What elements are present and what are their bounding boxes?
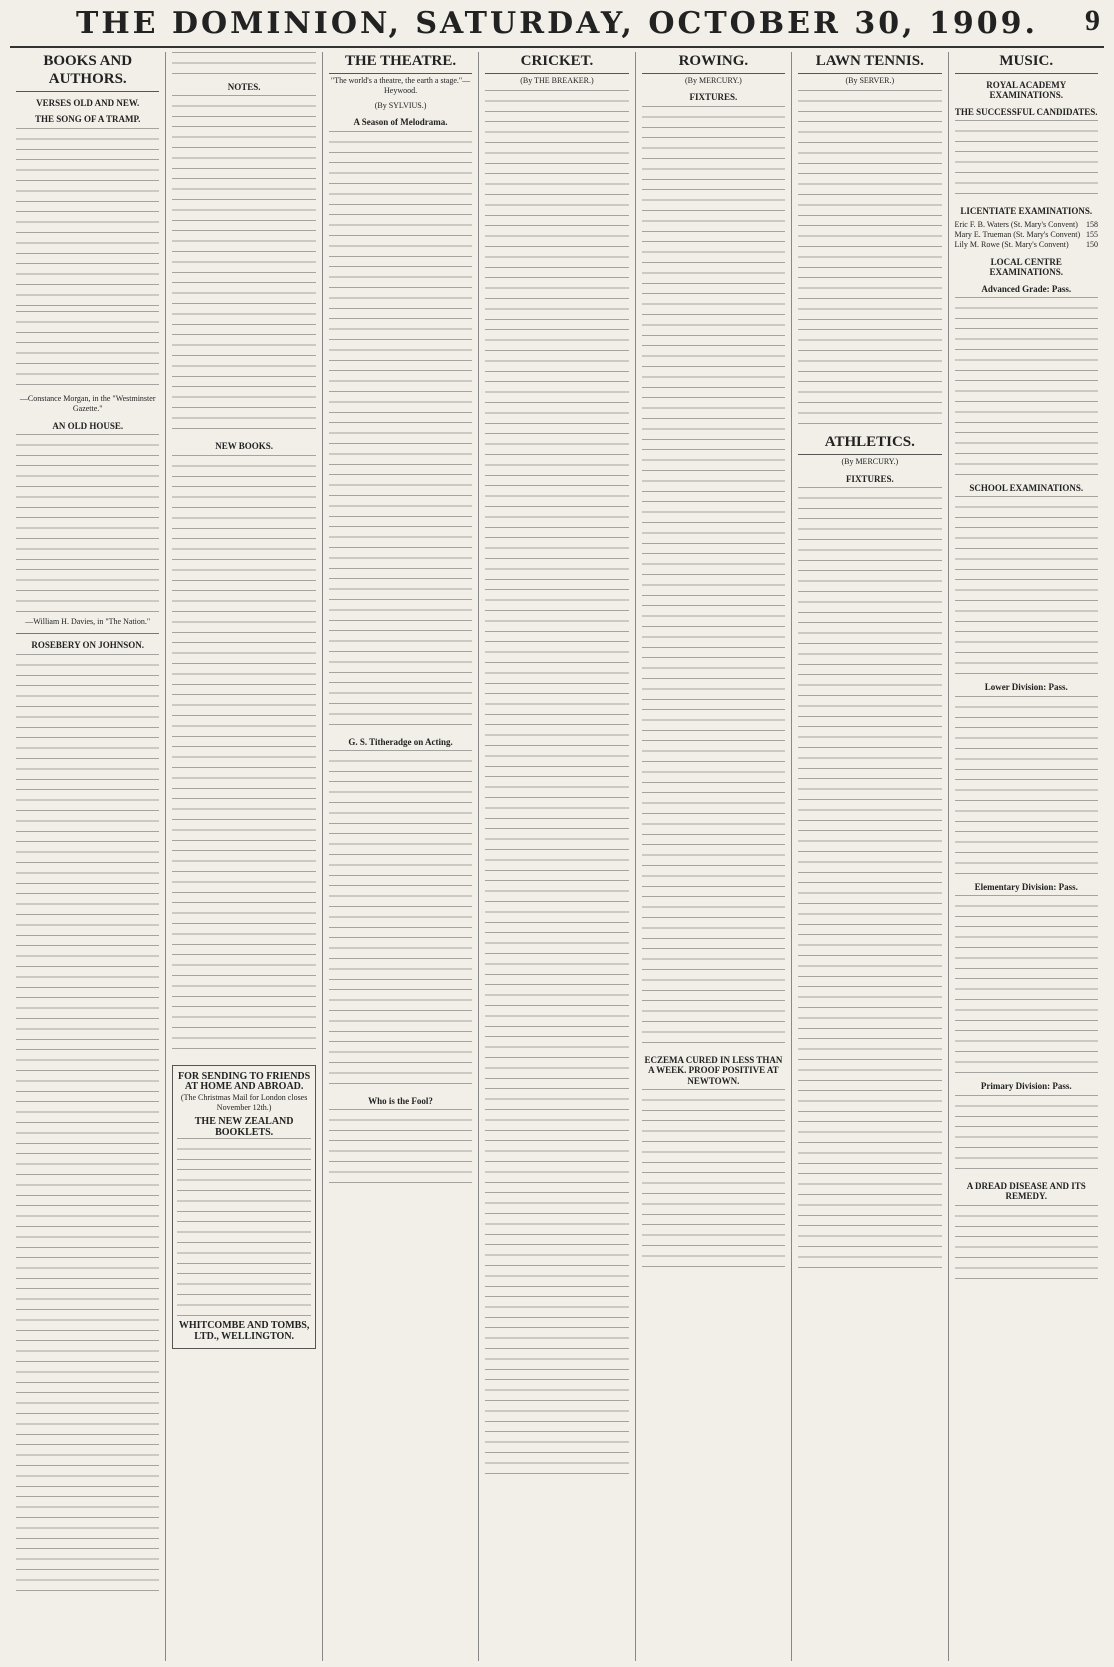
disease-heading: A DREAD DISEASE AND ITS REMEDY. xyxy=(966,1180,1086,1202)
music-sub2: THE SUCCESSFUL CANDIDATES. xyxy=(954,106,1098,117)
rowing-fixtures: FIXTURES. xyxy=(689,92,738,103)
poem2-title: AN OLD HOUSE. xyxy=(52,420,124,431)
rosebery-text xyxy=(16,654,159,1254)
advanced-list xyxy=(955,297,1098,477)
booklets-list xyxy=(177,1138,310,1318)
cricket-text-c xyxy=(485,1296,628,1476)
athletics-fixtures: FIXTURES. xyxy=(845,473,894,484)
rowing-text-b xyxy=(642,709,785,1049)
list-item xyxy=(955,230,1098,240)
christmas-mail-box xyxy=(172,1065,315,1349)
school-list xyxy=(955,496,1098,676)
new-books-heading: NEW BOOKS. xyxy=(215,441,274,452)
lower-list xyxy=(955,696,1098,876)
column-rowing xyxy=(636,52,792,1661)
poem1-text xyxy=(16,128,159,308)
lic-marks: 155 xyxy=(1085,230,1098,240)
theatre-sub2: G. S. Titheradge on Acting. xyxy=(348,736,453,747)
athletics-text xyxy=(798,487,941,1087)
poem2-text xyxy=(16,434,159,614)
lic-name: Mary E. Trueman (St. Mary's Convent) xyxy=(954,230,1081,240)
theatre-quote: "The world's a theatre, the earth a stage."—Heywood. xyxy=(330,76,471,96)
theatre-sub3: Who is the Fool? xyxy=(368,1096,433,1107)
notes-text xyxy=(172,95,315,435)
send-heading: FOR SENDING TO FRIENDS AT HOME AND ABROAD. xyxy=(178,1070,311,1093)
columns xyxy=(10,52,1104,1661)
rowing-heading: ROWING. xyxy=(642,52,785,74)
eczema-text xyxy=(642,1089,785,1269)
poem1-credit: —Constance Morgan, in the "Westminster Gazette." xyxy=(19,393,156,414)
tennis-heading: LAWN TENNIS. xyxy=(798,52,941,74)
disease-text xyxy=(955,1205,1098,1285)
column-cricket xyxy=(479,52,635,1661)
eczema-heading: ECZEMA CURED IN LESS THAN A WEEK. PROOF POSITIVE AT NEWTOWN. xyxy=(644,1054,783,1086)
elementary-list xyxy=(955,895,1098,1075)
theatre-heading: THE THEATRE. xyxy=(329,52,472,74)
lic-name: Eric F. B. Waters (St. Mary's Convent) xyxy=(954,219,1078,229)
theatre-text-c xyxy=(329,1109,472,1189)
publisher-footer: WHITCOMBE AND TOMBS, LTD., WELLINGTON. xyxy=(178,1320,310,1342)
lic-name: Lily M. Rowe (St. Mary's Convent) xyxy=(954,240,1069,250)
primary-heading: Primary Division: Pass. xyxy=(980,1081,1072,1092)
elementary-heading: Elementary Division: Pass. xyxy=(974,881,1078,892)
rosebery-heading: ROSEBERY ON JOHNSON. xyxy=(31,640,145,651)
masthead-title: THE DOMINION, SATURDAY, OCTOBER 30, 1909. xyxy=(76,5,1038,41)
column-tennis xyxy=(792,52,948,1661)
cricket-text xyxy=(485,90,628,690)
primary-list xyxy=(955,1095,1098,1175)
theatre-text xyxy=(329,131,472,731)
masthead xyxy=(10,0,1104,48)
list-item xyxy=(955,220,1098,230)
new-books-text xyxy=(172,455,315,1055)
school-heading: SCHOOL EXAMINATIONS. xyxy=(969,483,1084,494)
notes-heading: NOTES. xyxy=(227,82,261,92)
lic-marks: 150 xyxy=(1085,240,1098,250)
advanced-heading: Advanced Grade: Pass. xyxy=(981,283,1072,294)
page-number: 9 xyxy=(1085,4,1100,37)
poem1-text-b xyxy=(16,311,159,391)
divider xyxy=(16,633,159,634)
tennis-text xyxy=(798,90,941,430)
theatre-byline: (By SYLVIUS.) xyxy=(374,100,427,110)
athletics-heading: ATHLETICS. xyxy=(798,433,941,455)
cricket-text-b xyxy=(485,693,628,1293)
continued-text xyxy=(172,52,315,76)
lower-heading: Lower Division: Pass. xyxy=(984,682,1068,693)
send-sub: (The Christmas Mail for London closes November 12th.) xyxy=(180,1092,308,1113)
rowing-byline: (By MERCURY.) xyxy=(685,76,742,85)
books-heading: BOOKS AND AUTHORS. xyxy=(16,52,159,92)
poem1-title: THE SONG OF A TRAMP. xyxy=(34,114,141,125)
booklets-heading: THE NEW ZEALAND BOOKLETS. xyxy=(194,1116,294,1138)
music-intro xyxy=(955,120,1098,200)
column-notes xyxy=(166,52,322,1661)
licentiate-list xyxy=(955,220,1098,251)
rosebery-text-b xyxy=(16,1257,159,1597)
list-item xyxy=(955,240,1098,250)
athletics-byline: (By MERCURY.) xyxy=(841,457,899,467)
theatre-text-b xyxy=(329,750,472,1090)
column-theatre xyxy=(323,52,479,1661)
rowing-text xyxy=(642,106,785,706)
lic-marks: 158 xyxy=(1085,219,1098,229)
music-sub1: ROYAL ACADEMY EXAMINATIONS. xyxy=(986,80,1067,101)
column-books xyxy=(10,52,166,1661)
theatre-sub1: A Season of Melodrama. xyxy=(353,117,448,128)
verses-heading: VERSES OLD AND NEW. xyxy=(36,98,140,108)
tennis-byline: (By SERVER.) xyxy=(845,76,895,85)
cricket-heading: CRICKET. xyxy=(485,52,628,74)
local-heading: LOCAL CENTRE EXAMINATIONS. xyxy=(989,256,1064,278)
column-music xyxy=(949,52,1104,1661)
poem2-credit: —William H. Davies, in "The Nation." xyxy=(25,617,151,627)
athletics-text-b xyxy=(798,1090,941,1270)
music-heading: MUSIC. xyxy=(955,52,1098,74)
cricket-byline: (By THE BREAKER.) xyxy=(520,76,594,85)
lic-heading: LICENTIATE EXAMINATIONS. xyxy=(960,206,1093,217)
